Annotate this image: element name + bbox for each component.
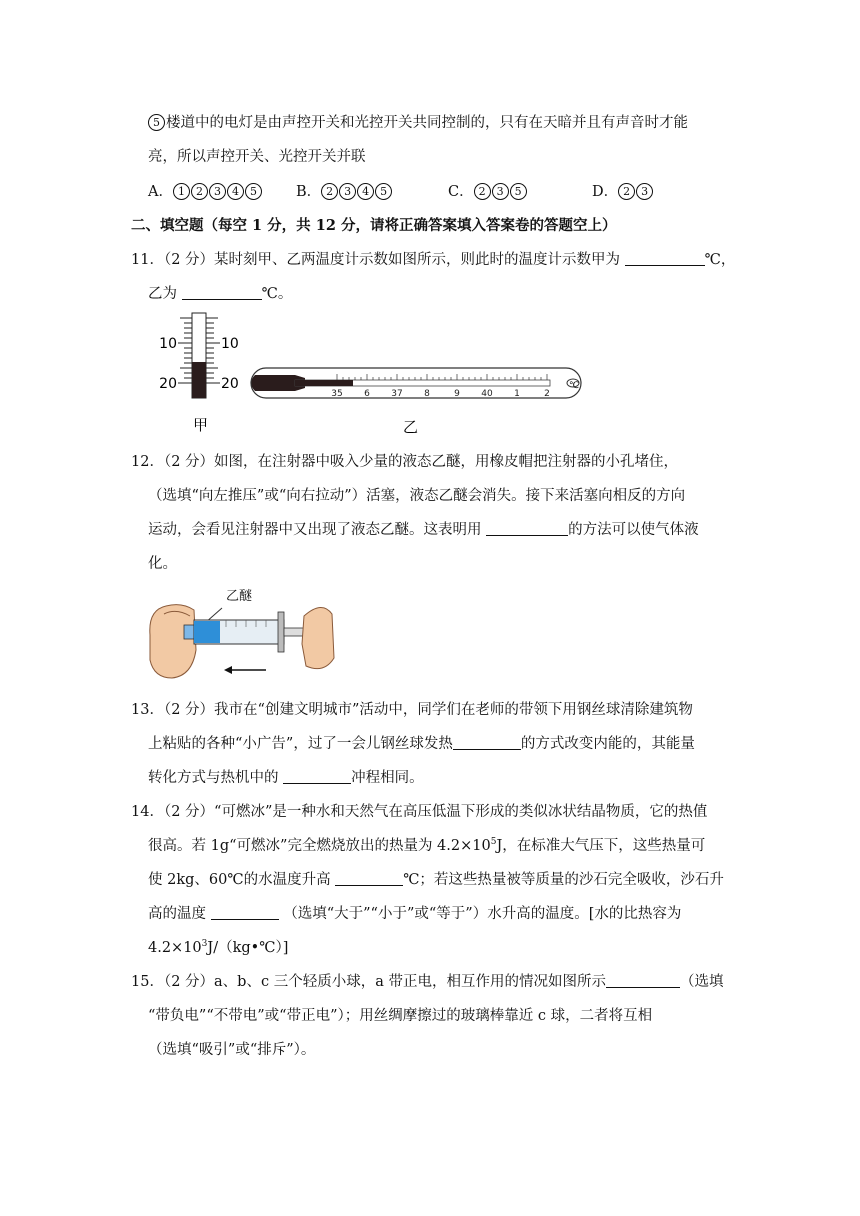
clinical-scale-label: 40 bbox=[481, 389, 493, 399]
q14-line3: 使 2kg、60℃的水温度升高 ℃；若这些热量被等质量的沙石完全吸收，沙石升 bbox=[148, 872, 724, 888]
q14-line1: 14．（2 分）“可燃冰”是一种水和天然气在高压低温下形成的类似冰状结晶物质，它的热值 bbox=[131, 804, 708, 820]
clinical-scale-label: 6 bbox=[364, 389, 370, 399]
answer-blank[interactable] bbox=[486, 520, 568, 536]
q13-line3: 转化方式与热机中的 冲程相同。 bbox=[148, 770, 424, 786]
q12-line3: 运动，会看见注射器中又出现了液态乙醚。这表明用 的方法可以使气体液 bbox=[148, 522, 699, 538]
answer-blank[interactable] bbox=[335, 870, 403, 886]
scale-label: 10 bbox=[159, 336, 177, 352]
option-a[interactable]: A． 1 2 3 4 5 bbox=[148, 180, 263, 201]
clinical-scale-label: 37 bbox=[391, 389, 403, 399]
q14-line2: 很高。若 1g“可燃冰”完全燃烧放出的热量为 $4.2\times 10^5J$，在标准大气压下，这些热量可 bbox=[148, 837, 706, 854]
thermometers-figure bbox=[155, 308, 615, 438]
q13-line2: 上粘贴的各种“小广告”，过了一会儿钢丝球发热 的方式改变内能的，其能量 bbox=[148, 736, 695, 752]
section-heading: 二、填空题（每空 1 分，共 12 分，请将正确答案填入答案卷的答题空上） bbox=[131, 217, 617, 234]
scale-label: 20 bbox=[159, 376, 177, 392]
thermometer-jia-column bbox=[192, 362, 206, 398]
clinical-scale-label: 9 bbox=[454, 389, 460, 399]
q11-line2: 乙为 ℃。 bbox=[148, 286, 293, 302]
option-d[interactable]: D． 2 3 bbox=[592, 180, 654, 201]
q10-item5-line1: 5 楼道中的电灯是由声控开关和光控开关共同控制的，只有在天暗并且有声音时才能 bbox=[148, 111, 688, 132]
syringe-figure bbox=[146, 580, 336, 680]
clinical-scale-label: 35 bbox=[331, 389, 343, 399]
q11-line1: 11．（2 分）某时刻甲、乙两温度计示数如图所示，则此时的温度计示数甲为 ℃， bbox=[131, 252, 736, 268]
figure-caption: 乙 bbox=[403, 418, 419, 436]
q13-line1: 13．（2 分）我市在“创建文明城市”活动中，同学们在老师的带领下用钢丝球清除建筑物 bbox=[131, 702, 693, 718]
q10-item5-line2: 亮，所以声控开关、光控开关并联 bbox=[148, 149, 366, 165]
answer-blank[interactable] bbox=[606, 972, 680, 988]
answer-blank[interactable] bbox=[182, 284, 262, 300]
clinical-thermometer bbox=[251, 368, 581, 399]
clinical-unit: ℃ bbox=[568, 381, 580, 391]
figure-label: 乙醚 bbox=[226, 589, 253, 604]
q12-line1: 12．（2 分）如图，在注射器中吸入少量的液态乙醚，用橡皮帽把注射器的小孔堵住， bbox=[131, 454, 679, 470]
scale-label: 10 bbox=[221, 336, 239, 352]
answer-blank[interactable] bbox=[625, 250, 705, 266]
answer-blank[interactable] bbox=[283, 768, 351, 784]
item-number-circle: 5 bbox=[148, 114, 165, 131]
clinical-scale-label: 8 bbox=[424, 389, 430, 399]
q12-line4: 化。 bbox=[148, 556, 177, 572]
q15-line1: 15．（2 分）a、b、c 三个轻质小球，a 带正电，相互作用的情况如图所示 （选填 bbox=[131, 974, 724, 990]
q15-line3: （选填“吸引”或“排斥”）。 bbox=[148, 1042, 316, 1058]
q14-line5: $4.2\times 10^3J/(kg•℃)$] bbox=[148, 939, 289, 956]
option-c[interactable]: C． 2 3 5 bbox=[448, 180, 528, 201]
scale-label: 20 bbox=[221, 376, 239, 392]
figure-caption: 甲 bbox=[193, 416, 209, 434]
clinical-scale-label: 1 bbox=[514, 389, 520, 399]
answer-blank[interactable] bbox=[211, 904, 279, 920]
q12-line2: （选填“向左推压”或“向右拉动”）活塞，液态乙醚会消失。接下来活塞向相反的方向 bbox=[148, 488, 686, 504]
q15-line2: “带负电”“不带电”或“带正电”）；用丝绸摩擦过的玻璃棒靠近 c 球，二者将互相 bbox=[148, 1008, 653, 1024]
answer-blank[interactable] bbox=[453, 734, 521, 750]
q14-line4: 高的温度 （选填“大于”“小于”或“等于”）水升高的温度。[水的比热容为 bbox=[148, 906, 682, 922]
clinical-scale-label: 2 bbox=[544, 389, 550, 399]
option-b[interactable]: B． 2 3 4 5 bbox=[296, 180, 393, 201]
